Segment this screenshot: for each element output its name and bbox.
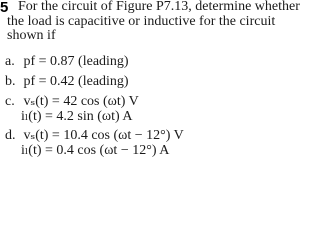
part-a-text: pf = 0.87 (leading) bbox=[23, 54, 129, 69]
stem-line-3: shown if bbox=[7, 28, 56, 43]
problem-number: 5 bbox=[0, 0, 9, 16]
part-a-letter: a. bbox=[5, 54, 15, 69]
stem-line-1: For the circuit of Figure P7.13, determine whether bbox=[18, 0, 300, 14]
part-a bbox=[5, 54, 184, 69]
part-d-voltage: vₛ(t) = 10.4 cos (ωt − 12°) V bbox=[23, 128, 184, 143]
part-d-current: iₗ(t) = 0.4 cos (ωt − 12°) A bbox=[21, 143, 170, 158]
part-c-voltage: vₛ(t) = 42 cos (ωt) V bbox=[23, 94, 139, 109]
part-c-letter: c. bbox=[5, 94, 15, 109]
part-b-letter: b. bbox=[5, 74, 16, 89]
part-c bbox=[5, 94, 184, 124]
part-b-text: pf = 0.42 (leading) bbox=[23, 74, 129, 89]
problem-stem bbox=[7, 0, 307, 44]
part-d bbox=[5, 128, 184, 158]
part-b bbox=[5, 74, 184, 89]
stem-line-2: the load is capacitive or inductive for the circuit bbox=[7, 13, 276, 29]
part-c-current: iₗ(t) = 4.2 sin (ωt) A bbox=[21, 109, 133, 124]
parts-list bbox=[5, 54, 184, 158]
part-d-letter: d. bbox=[5, 128, 16, 143]
